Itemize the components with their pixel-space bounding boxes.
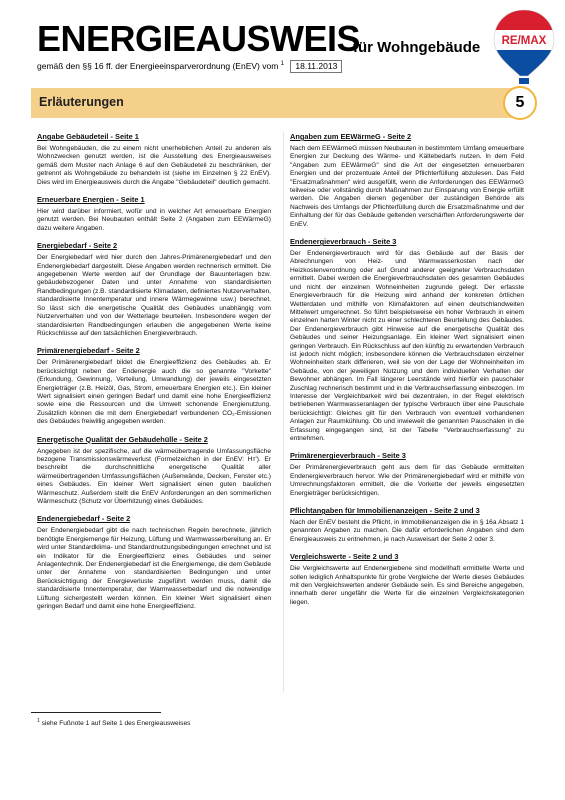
logo-text: RE/MAX	[501, 35, 547, 47]
section-heading: Vergleichswerte - Seite 2 und 3	[290, 552, 399, 562]
footnote-rule	[31, 712, 161, 713]
section-text: Die Vergleichswerte auf Endenergiebene sind modellhaft ermittelte Werte und sollen lediglich Anhaltspunkte für grobe Vergleiche der Werte dieses Gebäudes mit den Vergleichswerten anderer Gebäude sein. Es sind Bereiche angegeben, innerhalb derer ungefähr die Werte für die einzelnen Vergleichskategorien liegen.	[290, 565, 524, 606]
page-number-badge: 5	[503, 86, 537, 120]
section-text: Angegeben ist der spezifische, auf die wärmeübertragende Umfassungsfläche bezogene Transmissionswärmeverlust (Formelzeichen in der EnEV: Hᴛ'). Er beschreibt die durchschnittliche energetische Qualität aller wärmeübertragenden Umfassungsflächen (Außenwände, Decken, Fenster etc.) eines Gebäudes. Ein kleiner Wert signalisiert einen guten baulichen Wärmeschutz. Außerdem stellt die EnEV Anforderungen an den sommerlichen Wärmeschutz (Schutz vor Überhitzung) eines Gebäudes.	[37, 447, 271, 505]
section-text: Der Primärenergieverbrauch geht aus dem für das Gebäude ermittelten Endenergieverbrauch hervor. Wie der Primärenergiebedarf wird er mithilfe von Umrechnungsfaktoren ermittelt, die die Vorkette der jeweils eingesetzten Energieträger berücksichtigen.	[290, 464, 524, 497]
section-heading: Primärenergieverbrauch - Seite 3	[290, 451, 406, 461]
section-heading: Angaben zum EEWärmeG - Seite 2	[290, 132, 412, 141]
section-text: Der Endenergieverbrauch wird für das Gebäude auf der Basis der Abrechnungen von Heiz- und Warmwasserkosten nach der Heizkostenverordnung oder auf Grund anderer geeigneter Verbrauchsdaten ermittelt. Dabei werden die Energieverbrauchsdaten des gesamten Gebäudes und nicht der einzelnen Wohneinheiten zugrunde gelegt. Der erfasste Energieverbrauch für die Heizung wird anhand der konkreten örtlichen Wetterdaten und mithilfe von Klimafaktoren auf einen deutschlandweiten Mittelwert umgerechnet. So führt beispielsweise ein hoher Verbrauch in einem einzelnen harten Winter nicht zu einer schlechteren Beurteilung des Gebäudes. Der Endenergieverbrauch gibt Hinweise auf die energetische Qualität des Gebäudes und seiner Heizungsanlage. Ein kleiner Wert signalisiert einen geringen Verbrauch. Ein Rückschluss auf den künftig zu erwartenden Verbrauch ist jedoch nicht möglich; insbesondere können die Verbrauchsdaten einzelner Wohneinheiten stark differieren, weil sie von der Lage der Wohneinheiten im Gebäude, von der jeweiligen Nutzung und dem individuellen Verhalten der Bewohner abhängen. Im Fall längerer Leerstände wird hierfür ein pauschaler Zuschlag rechnerisch bestimmt und in die Verbrauchserfassung einbezogen. Im Interesse der Vergleichbarkeit wird bei dezentralen, in der Regel elektrisch betriebenen Warmwasseranlagen der typische Verbrauch über eine Pauschale berücksichtigt: Gleiches gilt für den Verbrauch von eventuell vorhandenen Anlagen zur Raumkühlung. Ob und inwieweit die genannten Pauschalen in die Erfassung eingegangen sind, ist der Tabelle "Verbrauchserfassung" zu entnehmen.	[290, 250, 524, 442]
footnote	[37, 718, 190, 727]
column-divider	[283, 132, 284, 692]
section-heading: Primärenergiebedarf - Seite 2	[37, 346, 140, 356]
section-heading: Pflichtangaben für Immobilienanzeigen - Seite 2 und 3	[290, 506, 480, 516]
right-column	[290, 132, 524, 615]
band-title: Erläuterungen	[39, 95, 124, 109]
law-reference	[37, 60, 342, 73]
section-text: Der Energiebedarf wird hier durch den Jahres-Primärenergiebedarf und den Endenergiebedarf dargestellt. Diese Angaben werden rechnerisch ermittelt. Die angegebenen Werte werden auf der Grundlage der Bauunterlagen bzw. gebäudebezogener Daten und unter Annahme von standardisierten Randbedingungen (z.B. standardisierte Klimadaten, definiertes Nutzerverhalten, standardisierte Innentemperatur und innere Wärmegewinne usw.) berechnet. So lässt sich die energetische Qualität des Gebäudes unabhängig vom Nutzerverhalten und von der Wetterlage beurteilen. Insbesondere wegen der standardisierten Randbedingungen erlauben die angegebenen Werte keine Rückschlüsse auf den tatsächlichen Energieverbrauch.	[37, 254, 271, 337]
section-text: Nach dem EEWärmeG müssen Neubauten in bestimmtem Umfang erneuerbare Energien zur Deckung des Wärme- und Kältebedarfs nutzen. In dem Feld "Angaben zum EEWärmeG" sind die Art der eingesetzten erneuerbaren Energien und der prozentuale Anteil der Pflichterfüllung abzulesen. Das Feld "Ersatzmaßnahmen" wird ausgefüllt, wenn die Anforderungen des EEWärmeG teilweise oder vollständig durch Maßnahmen zur Einsparung von Energie erfüllt werden. Die Angaben dienen gegenüber der zuständigen Behörde als Nachweis des Umfangs der Pflichterfüllung durch die Ersatzmaßnahme und der Einhaltung der für das Gebäude geltenden verschärften Anforderungswerte der EnEV.	[290, 145, 524, 228]
remax-balloon-logo	[492, 8, 556, 90]
section-heading: Endenergieverbrauch - Seite 3	[290, 237, 397, 247]
section-text: Hier wird darüber informiert, wofür und in welcher Art erneuerbare Energien genutzt werden. Bei Neubauten enthält Seite 2 (Angaben zum EEWärmeG) dazu weitere Angaben.	[37, 208, 271, 232]
law-text: gemäß den §§ 16 ff. der Energieeinsparverordnung (EnEV) vom	[37, 61, 279, 71]
section-heading: Erneuerbare Energien - Seite 1	[37, 195, 145, 205]
section-text: Der Endenergiebedarf gibt die nach technischen Regeln berechnete, jährlich benötigte Energiemenge für Heizung, Lüftung und Warmwasserbereitung an. Er wird unter Standardklima- und Standardnutzungsbedingungen errechnet und ist ein Indikator für die Energieeffizienz eines Gebäudes und seiner Anlagentechnik. Der Endenergiebedarf ist die Energiemenge, die dem Gebäude unter der Annahme von standardisierten Bedingungen und unter Berücksichtigung der Energieverluste zugeführt werden muss, damit die standardisierte Innentemperatur, der Warmwasserbedarf und die notwendige Lüftung sichergestellt werden können. Ein kleiner Wert signalisiert einen geringen Bedarf und damit eine hohe Energieeffizienz.	[37, 527, 271, 611]
footnote-marker: 1	[280, 61, 285, 68]
document-subtitle: für Wohngebäude	[353, 39, 481, 56]
section-band	[31, 88, 529, 118]
section-heading: Endenergiebedarf - Seite 2	[37, 514, 131, 524]
document-title: ENERGIEAUSWEIS	[37, 18, 361, 59]
footnote-number: 1	[37, 718, 40, 724]
section-text: Der Primärenergiebedarf bildet die Energieeffizienz des Gebäudes ab. Er berücksichtigt neben der Endenergie auch die so genannte "Vorkette" (Erkundung, Gewinnung, Verteilung, Umwandlung) der jeweils eingesetzten Energieträger (z.B. Heizöl, Gas, Strom, erneuerbare Energien etc.). Ein kleiner Wert signalisiert einen geringen Bedarf und damit eine hohe Energieeffizienz sowie eine die Ressourcen und die Umwelt schonende Energienutzung. Zusätzlich können die mit dem Energiebedarf verbundenen CO₂-Emissionen des Gebäudes freiwillig angegeben werden.	[37, 359, 271, 426]
section-heading: Angabe Gebäudeteil - Seite 1	[37, 132, 139, 141]
section-text: Bei Wohngebäuden, die zu einem nicht unerheblichen Anteil zu anderen als Wohnzwecken genutzt werden, ist die Ausstellung des Energieausweises gemäß dem Muster nach Anlage 6 auf den Gebäudeteil zu beschränken, der getrennt als Wohngebäude zu behandeln ist (siehe im Einzelnen § 22 EnEV). Dies wird im Energieausweis durch die Angabe "Gebäudeteil" deutlich gemacht.	[37, 145, 271, 186]
left-column	[37, 132, 271, 619]
footnote-text: siehe Fußnote 1 auf Seite 1 des Energieausweises	[41, 720, 191, 728]
document-header	[37, 20, 507, 78]
issue-date: 18.11.2013	[290, 60, 342, 73]
section-text: Nach der EnEV besteht die Pflicht, in Immobilienanzeigen die in § 16a Absatz 1 genannten Angaben zu machen. Die dafür erforderlichen Angaben sind dem Energieausweis zu entnehmen, je nach Ausweisart der Seite 2 oder 3.	[290, 519, 524, 543]
section-heading: Energetische Qualität der Gebäudehülle - Seite 2	[37, 434, 208, 444]
section-heading: Energiebedarf - Seite 2	[37, 241, 118, 251]
